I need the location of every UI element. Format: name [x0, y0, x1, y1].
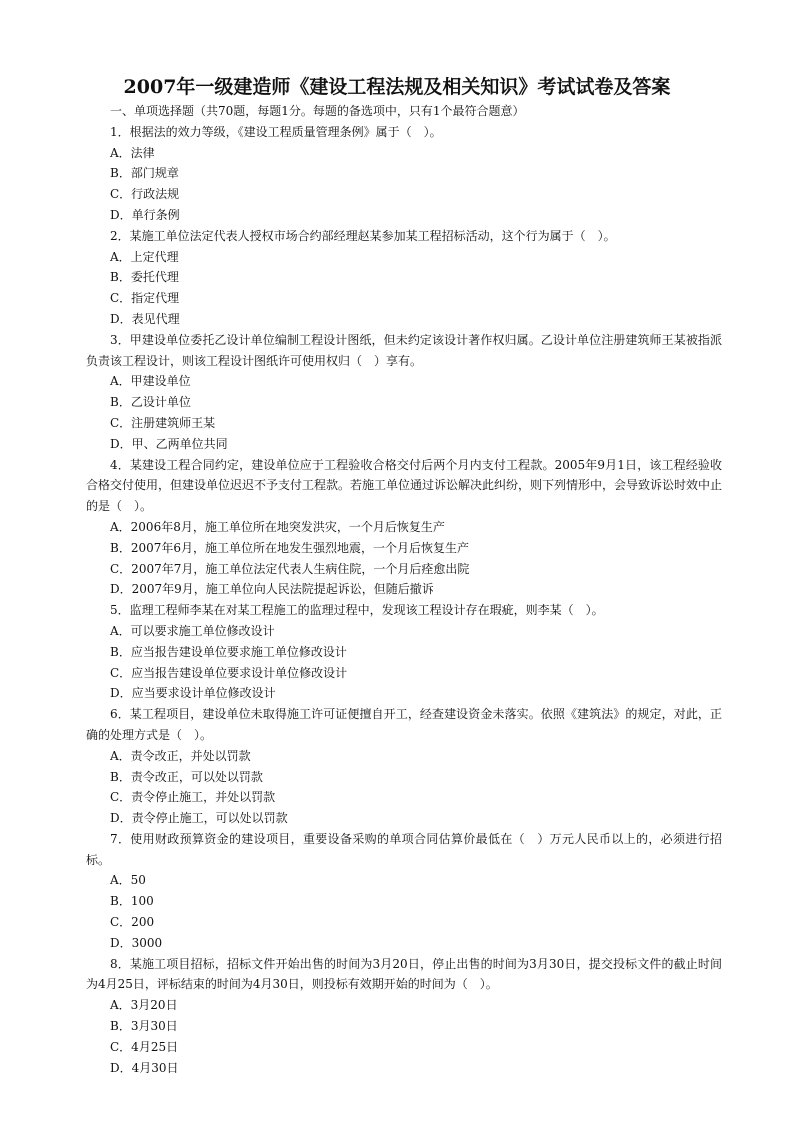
option-6d: D．责令停止施工，可以处以罚款 — [110, 811, 288, 826]
option-4c: C．2007年7月，施工单位法定代表人生病住院，一个月后痊愈出院 — [110, 561, 470, 576]
option-3b: B．乙设计单位 — [110, 395, 191, 410]
question-stem-6: 6．某工程项目，建设单位未取得施工许可证便擅自开工，经查建设资金未落实。依照《建筑法》的规定，对此，正确的处理方式是（ ）。 — [86, 707, 722, 742]
option-5a: A．可以要求施工单位修改设计 — [110, 623, 275, 638]
option-5c: C．应当报告建设单位要求设计单位修改设计 — [110, 665, 348, 680]
option-1c: C．行政法规 — [110, 187, 180, 202]
option-2c: C．指定代理 — [110, 291, 180, 306]
option-6a: A．责令改正，并处以罚款 — [110, 748, 251, 763]
option-2d: D．表见代理 — [110, 311, 180, 326]
question-stem-4: 4．某建设工程合同约定，建设单位应于工程验收合格交付后两个月内支付工程款。2005年9月1日，该工程经验收合格交付使用，但建设单位迟迟不予支付工程款。若施工单位通过诉讼解决此纠纷，则下列情形中，会导致诉讼时效中止的是（ ）。 — [86, 457, 723, 514]
option-1a: A．法律 — [110, 145, 155, 160]
question-stem-2: 2．某施工单位法定代表人授权市场合约部经理赵某参加某工程招标活动，这个行为属于（ ）。 — [110, 228, 616, 243]
option-5d: D．应当要求设计单位修改设计 — [110, 686, 276, 701]
option-3a: A．甲建设单位 — [110, 374, 191, 389]
option-8c: C．4月25日 — [110, 1039, 179, 1054]
option-8a: A．3月20日 — [110, 998, 178, 1013]
option-7c: C．200 — [110, 915, 155, 930]
question-stem-3: 3．甲建设单位委托乙设计单位编制工程设计图纸，但未约定该设计著作权归属。乙设计单位注册建筑师王某被指派负责该工程设计，则该工程设计图纸许可使用权归（ ）享有。 — [86, 332, 722, 368]
option-4d: D．2007年9月，施工单位向人民法院提起诉讼，但随后撤诉 — [110, 582, 434, 597]
document-title: 2007年一级建造师《建设工程法规及相关知识》考试试卷及答案 — [123, 76, 671, 98]
document-body — [86, 101, 722, 1078]
option-2a: A．上定代理 — [110, 249, 179, 264]
section-heading: 一、单项选择题（共70题，每题1分。每题的备选项中，只有1个最符合题意） — [110, 104, 525, 118]
option-7a: A．50 — [110, 873, 146, 888]
question-stem-5: 5．监理工程师李某在对某工程施工的监理过程中，发现该工程设计存在瑕疵，则李某（ ）。 — [110, 603, 604, 618]
option-3d: D．甲、乙两单位共同 — [110, 436, 228, 451]
option-5b: B．应当报告建设单位要求施工单位修改设计 — [110, 644, 347, 659]
question-stem-1: 1．根据法的效力等级，《建设工程质量管理条例》属于（ ）。 — [110, 124, 442, 139]
option-7b: B．100 — [110, 894, 154, 909]
option-2b: B．委托代理 — [110, 270, 179, 285]
option-1b: B．部门规章 — [110, 166, 179, 181]
option-8b: B．3月30日 — [110, 1019, 178, 1034]
option-4b: B．2007年6月，施工单位所在地发生强烈地震，一个月后恢复生产 — [110, 540, 469, 555]
option-7d: D．3000 — [110, 935, 163, 950]
option-4a: A．2006年8月，施工单位所在地突发洪灾，一个月后恢复生产 — [110, 519, 445, 534]
option-6b: B．责令改正，可以处以罚款 — [110, 769, 263, 784]
question-stem-8: 8．某施工项目招标，招标文件开始出售的时间为3月20日，停止出售的时间为3月30日，提交投标文件的截止时间为4月25日，评标结束的时间为4月30日，则投标有效期开始的时间为（ ）。 — [86, 956, 722, 992]
question-stem-7: 7．使用财政预算资金的建设项目，重要设备采购的单项合同估算价最低在（ ）万元人民币以上的，必须进行招标。 — [86, 831, 722, 867]
option-8d: D．4月30日 — [110, 1060, 179, 1075]
option-3c: C．注册建筑师王某 — [110, 415, 216, 430]
option-1d: D．单行条例 — [110, 207, 180, 222]
option-6c: C．责令停止施工，并处以罚款 — [110, 790, 276, 805]
